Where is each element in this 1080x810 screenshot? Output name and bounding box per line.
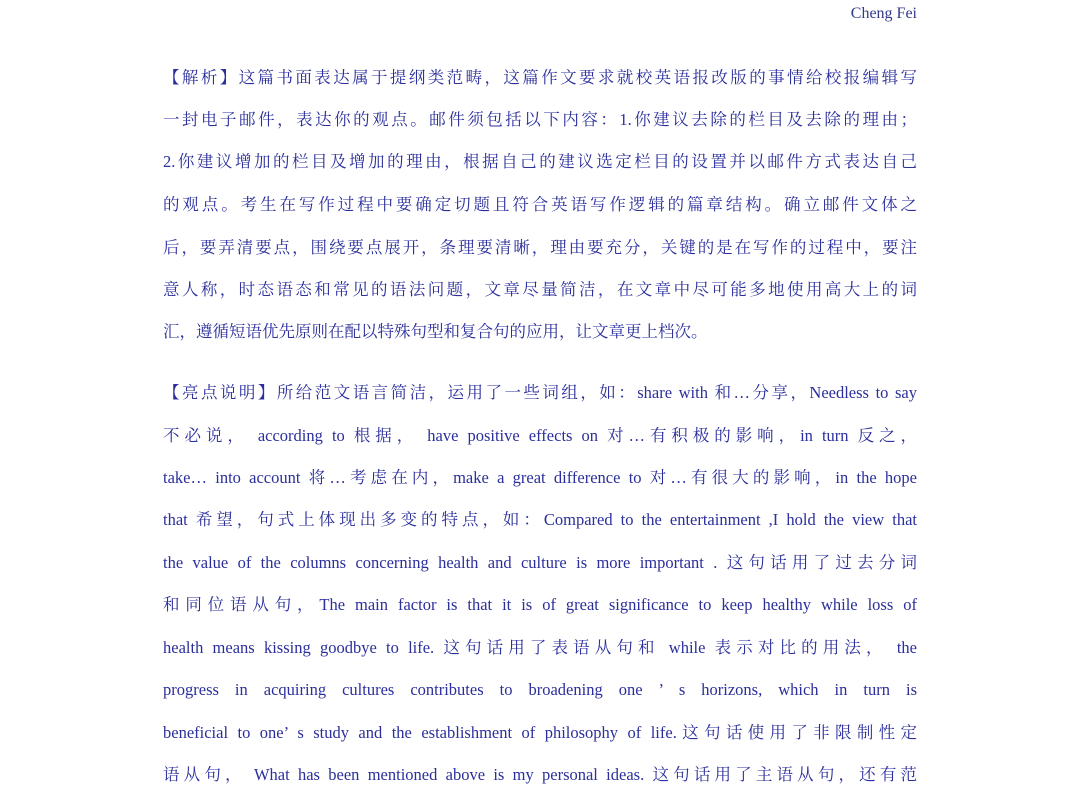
highlights-line: 【亮点说明】所给范文语言简洁，运用了一些词组，如：share with 和…分享，Needless to say (163, 383, 917, 402)
analysis-line: 2.你建议增加的栏目及增加的理由，根据自己的建议选定栏目的设置并以邮件方式表达自己 (163, 152, 917, 171)
page-header-author: Cheng Fei (850, 5, 917, 22)
analysis-line: 的观点。考生在写作过程中要确定切题且符合英语写作逻辑的篇章结构。确立邮件文体之 (163, 195, 917, 214)
highlights-line: 语从句， What has been mentioned above is my personal ideas. 这句话用了主语从句，还有范 (163, 765, 917, 784)
analysis-line: 【解析】这篇书面表达属于提纲类范畴，这篇作文要求就校英语报改版的事情给校报编辑写 (163, 68, 917, 87)
highlights-line: 和同位语从句，The main factor is that it is of great significance to keep healthy while loss of (163, 595, 917, 614)
highlights-line: progress in acquiring cultures contributes to broadening one ’ s horizons, which in turn is (163, 680, 917, 699)
highlights-line: 不必说， according to 根据， have positive effects on 对…有积极的影响，in turn 反之， (163, 426, 917, 445)
analysis-line: 意人称，时态语态和常见的语法问题，文章尽量简洁，在文章中尽可能多地使用高大上的词 (163, 280, 917, 299)
highlights-line: take… into account 将…考虑在内，make a great difference to 对…有很大的影响，in the hope (163, 468, 917, 487)
highlights-line: beneficial to one’ s study and the establishment of philosophy of life.这句话使用了非限制性定 (163, 723, 917, 742)
analysis-line: 汇，遵循短语优先原则在配以特殊句型和复合句的应用，让文章更上档次。 (163, 322, 708, 341)
highlights-line: the value of the columns concerning health and culture is more important . 这句话用了过去分词 (163, 553, 917, 572)
analysis-line: 后，要弄清要点，围绕要点展开，条理要清晰，理由要充分，关键的是在写作的过程中，要注 (163, 238, 917, 257)
highlights-line: health means kissing goodbye to life. 这句话用了表语从句和 while 表示对比的用法， the (163, 638, 917, 657)
analysis-line: 一封电子邮件，表达你的观点。邮件须包括以下内容：1.你建议去除的栏目及去除的理由； (163, 110, 917, 129)
highlights-line: that 希望，句式上体现出多变的特点，如：Compared to the entertainment ,I hold the view that (163, 510, 917, 529)
